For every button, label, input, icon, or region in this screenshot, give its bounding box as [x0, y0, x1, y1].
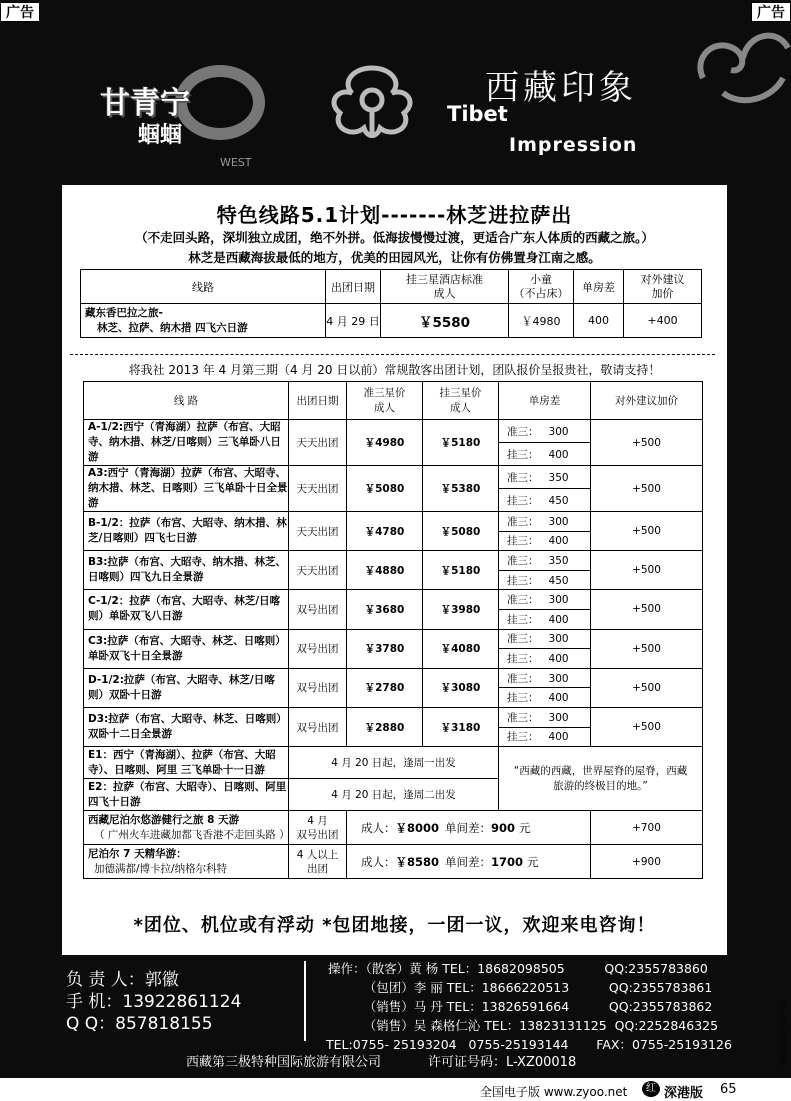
single-label: 单间差： — [445, 854, 492, 869]
price-cell — [347, 845, 591, 879]
tibet-logo-cn: 西藏印象 — [485, 68, 637, 108]
operator-line-2: （包团）李 丽 TEL：18666220513 QQ:2355783861 — [328, 980, 713, 995]
logo-text-en: WEST — [220, 156, 252, 169]
extra-price: +700 — [591, 811, 703, 845]
footer-divider — [304, 961, 306, 1041]
single-diff-listed: 挂三： 400 — [499, 609, 591, 629]
route-cell: B3:拉萨（布宫、大昭寺、纳木措、林芝、日喀则）四飞九日全景游 — [84, 551, 289, 590]
notice-text: 将我社 2013 年 4 月第三期（4 月 20 日以前）常规散客出团计划，团队报价呈报贵社，敬请支持！ — [128, 363, 661, 377]
single-diff: 400 — [574, 304, 624, 338]
single-diff-listed: 挂三： 400 — [499, 688, 591, 708]
price-listed: ￥3080 — [423, 668, 499, 707]
extra-price: +500 — [591, 551, 703, 590]
gqn-logo — [100, 60, 280, 169]
date-cell: 天天出团 — [289, 512, 347, 551]
route-cell: D-1/2:拉萨（布宫、大昭寺、林芝/日喀则）双卧十日游 — [84, 668, 289, 707]
operator-line-4: （销售）吴 森格仁沁 TEL：13823131125 QQ:2252846325 — [328, 1018, 719, 1033]
table-row — [84, 845, 703, 879]
date-cell: 4 人以上 出团 — [289, 845, 347, 879]
single-diff-standard: 准三： 300 — [499, 420, 591, 443]
main-content — [62, 185, 727, 945]
single-label: 单间差： — [445, 820, 492, 835]
date-cell: 4 月 双号出团 — [289, 811, 347, 845]
price-cell — [347, 811, 591, 845]
table-row — [84, 811, 703, 845]
route-cell: B-1/2：拉萨（布宫、大昭寺、纳木措、林芝/日喀则）四飞七日游 — [84, 512, 289, 551]
single-unit: 元 — [519, 820, 531, 835]
table-row — [84, 420, 703, 443]
operator-line-3: （销售）马 丹 TEL：13826591664 QQ:2355783862 — [328, 999, 713, 1014]
th-date: 出团日期 — [289, 382, 347, 420]
table-header-row — [81, 270, 702, 304]
route-cell: A-1/2:西宁（青海湖）拉萨（布宫、大昭寺、纳木措、林芝/日喀则）三飞单卧八日游 — [84, 420, 289, 466]
mobile-number: 13922861124 — [122, 992, 242, 1012]
th-adult: 挂三星酒店标准 成人 — [381, 270, 509, 304]
single-diff-listed: 挂三： 450 — [499, 489, 591, 512]
subtitle-1: （不走回头路，深圳独立成团，绝不外拼。低海拔慢慢过渡，更适合广东人体质的西藏之旅。） — [135, 230, 654, 245]
th-single: 单房差 — [499, 382, 591, 420]
price-listed: ￥5380 — [423, 466, 499, 512]
date-cell: 天天出团 — [289, 420, 347, 466]
route-cell: D3:拉萨（布宫、大昭寺、林芝、日喀则）双卧十二日全景游 — [84, 707, 289, 746]
single-diff-standard: 准三： 300 — [499, 590, 591, 610]
extra-price: +900 — [591, 845, 703, 879]
edition-name: 深港版 — [664, 1086, 704, 1101]
qq-number: 857818155 — [115, 1014, 213, 1034]
route-line-2: 加德满都/博卡拉/纳格尔科特 — [94, 862, 228, 875]
th-route: 线 路 — [84, 382, 289, 420]
adult-price: ￥8580 — [395, 854, 440, 869]
route-line-1: 尼泊尔 7 天精华游： — [88, 847, 187, 860]
tibet-quote: “西藏的西藏，世界屋脊的屋脊，西藏旅游的终极目的地。” — [499, 747, 703, 811]
right-border — [727, 185, 791, 955]
left-border — [0, 185, 62, 955]
ad-tag-left: 广告 — [0, 2, 40, 22]
bottom-slogan: *团位、机位或有浮动 *包团地接，一团一议，欢迎来电咨询！ — [133, 915, 656, 936]
operator-contacts — [328, 959, 732, 1054]
subtitle-2: 林芝是西藏海拔最低的地方，优美的田园风光，让你有仿佛置身江南之感。 — [188, 250, 601, 265]
single-diff-standard: 准三： 350 — [499, 466, 591, 489]
single-diff-listed: 挂三： 450 — [499, 570, 591, 590]
price-standard: ￥5080 — [347, 466, 423, 512]
price-listed: ￥3980 — [423, 590, 499, 629]
table-header-row — [84, 382, 703, 420]
page-footer — [0, 1078, 791, 1100]
date-cell: 双号出团 — [289, 629, 347, 668]
single-diff-standard: 准三： 300 — [499, 512, 591, 532]
route-cell: E1：西宁（青海湖）、拉萨（布宫、大昭寺）、日喀则、阿里 三飞单卧十一日游 — [84, 747, 289, 779]
route-cell: C-1/2：拉萨（布宫、大昭寺、林芝/日喀则）单卧双飞八日游 — [84, 590, 289, 629]
single-diff-listed: 挂三： 400 — [499, 727, 591, 747]
decorative-swirl-icon — [683, 18, 791, 108]
route-cell: E2：拉萨（布宫、大昭寺）、日喀则、阿里 四飞十日游 — [84, 779, 289, 811]
child-price: ￥4980 — [509, 304, 574, 338]
extra-price: +500 — [591, 668, 703, 707]
single-diff-listed: 挂三： 400 — [499, 531, 591, 551]
ad-tag-right: 广告 — [751, 2, 791, 22]
single-diff-standard: 准三： 350 — [499, 551, 591, 571]
extra-price: +400 — [624, 304, 702, 338]
extra-price: +500 — [591, 590, 703, 629]
schedule-table — [83, 381, 703, 879]
single-diff-standard: 准三： 300 — [499, 707, 591, 727]
price-standard: ￥4780 — [347, 512, 423, 551]
route-cell — [81, 304, 326, 338]
route-cell: C3:拉萨（布宫、大昭寺、林芝、日喀则）单卧双飞十日全景游 — [84, 629, 289, 668]
price-listed: ￥5180 — [423, 551, 499, 590]
top-banner — [0, 0, 791, 185]
price-standard: ￥4980 — [347, 420, 423, 466]
route-line-2: （ 广州火车进藏加都飞香港不走回头路 ） — [94, 828, 290, 841]
date-cell: 4 月 20 日起，逢周二出发 — [289, 779, 499, 811]
price-listed: ￥4080 — [423, 629, 499, 668]
th-price-2: 挂三星价 成人 — [423, 382, 499, 420]
extra-price: +500 — [591, 420, 703, 466]
edition-badge-icon: 红 — [642, 1081, 660, 1097]
single-price: 1700 — [491, 854, 524, 869]
date-cell: 4 月 20 日起，逢周一出发 — [289, 747, 499, 779]
single-diff-listed: 挂三： 400 — [499, 443, 591, 466]
date-cell: 天天出团 — [289, 466, 347, 512]
license-number: 许可证号码：L-XZ00018 — [428, 1055, 577, 1070]
th-extra: 对外建议加价 — [591, 382, 703, 420]
tibet-logo-en1: Tibet — [447, 102, 508, 126]
route-line-1: 西藏尼泊尔悠游健行之旅 8 天游 — [88, 813, 240, 826]
route-cell: A3:西宁（青海湖）拉萨（布宫、大昭寺、纳木措、林芝、日喀则）三飞单卧十日全景游 — [84, 466, 289, 512]
route-cell — [84, 811, 289, 845]
extra-price: +500 — [591, 707, 703, 746]
logo-text-cn: 甘青宁 — [100, 86, 190, 121]
single-unit: 元 — [527, 854, 539, 869]
table-row — [84, 629, 703, 649]
th-route: 线路 — [81, 270, 326, 304]
table-row — [84, 590, 703, 610]
table-row — [84, 707, 703, 727]
adult-label: 成人： — [361, 820, 396, 835]
route-line-2: 林芝、拉萨、纳木措 四飞六日游 — [97, 321, 248, 334]
extra-price: +500 — [591, 512, 703, 551]
single-price: 900 — [491, 820, 516, 835]
vertical-note: 以广告图文为准请勿越界 — [778, 1000, 785, 1066]
price-standard: ￥3780 — [347, 629, 423, 668]
dashed-divider — [70, 354, 715, 355]
price-listed: ￥5180 — [423, 420, 499, 466]
manager-name: 郭徽 — [144, 970, 179, 990]
price-standard: ￥3680 — [347, 590, 423, 629]
tibet-impression-logo — [447, 60, 685, 160]
page-title: 特色线路5.1计划-------林芝进拉萨出 — [216, 203, 573, 227]
date-cell: 4 月 29 日 — [326, 304, 381, 338]
operator-line-1: 操作：（散客）黄 杨 TEL：18682098505 QQ:2355783860 — [328, 961, 708, 976]
table-row — [84, 668, 703, 688]
date-cell: 双号出团 — [289, 668, 347, 707]
adult-label: 成人： — [361, 854, 396, 869]
th-price-1: 准三星价 成人 — [347, 382, 423, 420]
featured-route-table — [80, 269, 702, 338]
date-cell: 双号出团 — [289, 590, 347, 629]
adult-price: ￥8000 — [395, 820, 440, 835]
single-diff-standard: 准三： 300 — [499, 668, 591, 688]
logo-text-cn2: 蝈蝈 — [138, 123, 183, 148]
th-extra: 对外建议 加价 — [624, 270, 702, 304]
qq-label: Q Q： — [66, 1014, 116, 1034]
single-diff-standard: 准三： 300 — [499, 629, 591, 649]
price-standard: ￥2780 — [347, 668, 423, 707]
table-row — [84, 551, 703, 571]
tibet-logo-en2: Impression — [509, 134, 638, 156]
th-single: 单房差 — [574, 270, 624, 304]
adult-price: ￥5580 — [381, 304, 509, 338]
site-link[interactable]: 全国电子版 www.zyoo.net — [480, 1085, 628, 1099]
date-cell: 双号出团 — [289, 707, 347, 746]
tel-fax-line: TEL:0755- 25193204 0755-25193144 FAX：0755-25193126 — [326, 1037, 732, 1052]
extra-price: +500 — [591, 466, 703, 512]
date-cell: 天天出团 — [289, 551, 347, 590]
manager-info — [66, 969, 241, 1035]
table-row — [84, 747, 703, 779]
th-child: 小童 （不占床） — [509, 270, 574, 304]
company-name: 西藏第三极特种国际旅游有限公司 — [186, 1055, 382, 1070]
manager-label: 负 责 人： — [66, 970, 145, 990]
price-listed: ￥3180 — [423, 707, 499, 746]
table-row — [84, 466, 703, 489]
single-diff-listed: 挂三： 400 — [499, 649, 591, 669]
auspicious-cloud-icon — [322, 58, 422, 146]
table-row — [81, 304, 702, 338]
price-standard: ￥4880 — [347, 551, 423, 590]
price-listed: ￥5080 — [423, 512, 499, 551]
contact-footer — [0, 955, 791, 1078]
extra-price: +500 — [591, 629, 703, 668]
page-number: 65 — [720, 1082, 737, 1097]
mobile-label: 手 机： — [66, 992, 123, 1012]
route-cell — [84, 845, 289, 879]
table-row — [84, 512, 703, 532]
route-line-1: 藏东香巴拉之旅- — [85, 306, 163, 319]
th-date: 出团日期 — [326, 270, 381, 304]
price-standard: ￥2880 — [347, 707, 423, 746]
